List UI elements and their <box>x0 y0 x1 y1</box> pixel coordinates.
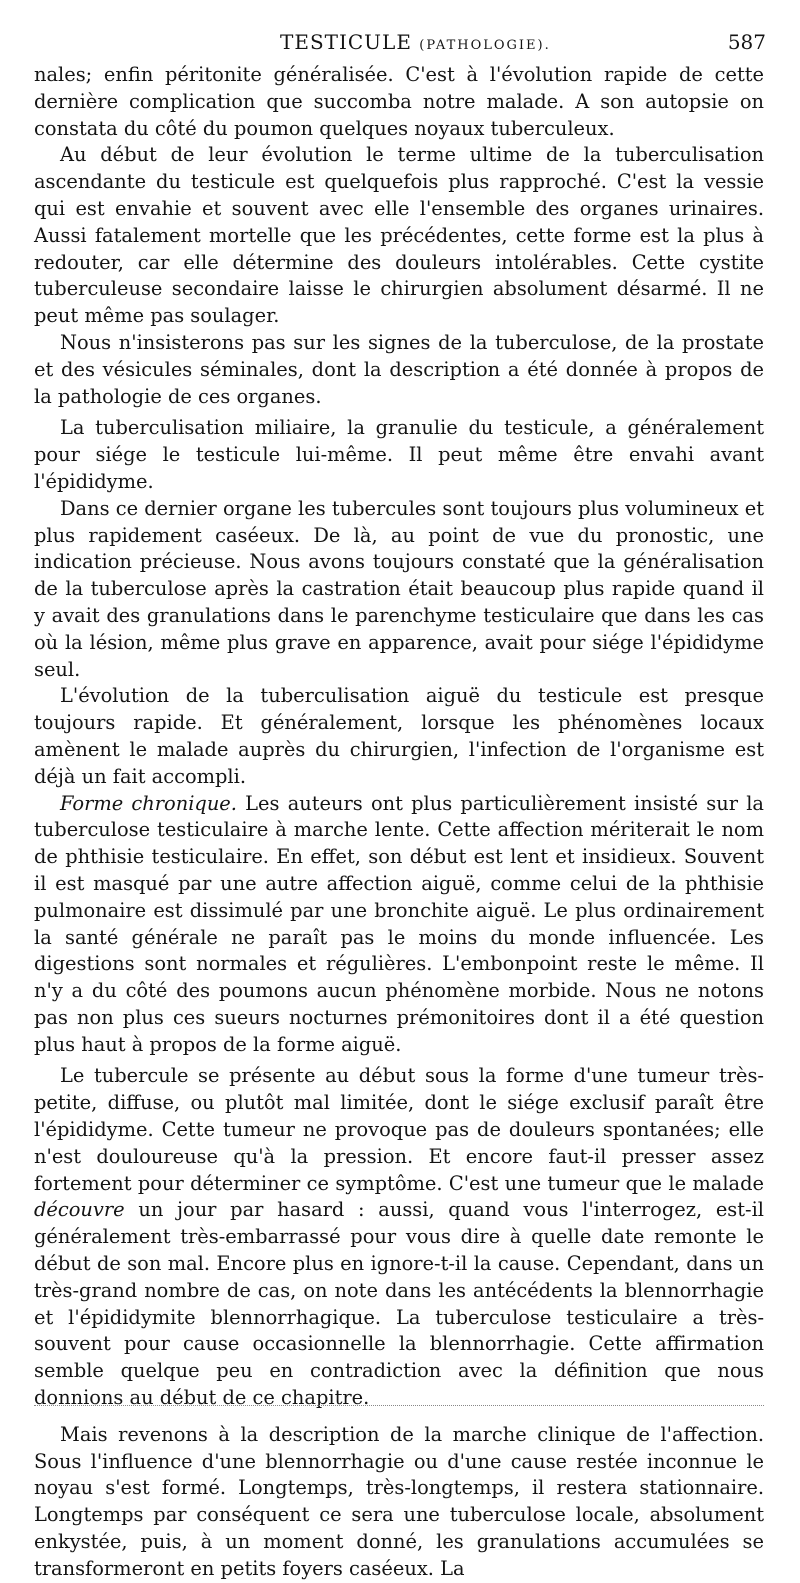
paragraph: Au début de leur évolution le terme ultime de la tuberculisation ascendante du testicule est quelquefois plus rapproché. C'est la vessie qui est envahie et souvent avec elle l'ensemble des organes urinaires. Aussi fatalement mortelle que les précédentes, cette forme est la plus à redouter, car elle détermine des douleurs intolérables. Cette cystite tuberculeuse secondaire laisse le chirurgien absolument désarmé. Il ne peut même pas soulager. <box>34 143 764 328</box>
paragraph: La tuberculisation miliaire, la granulie du testicule, a généralement pour siége le testicule lui-même. Il peut même être envahi avant l'épididyme. <box>34 416 764 493</box>
paragraph <box>34 791 764 1059</box>
emphasis: découvre <box>34 1198 125 1222</box>
body-text <box>34 62 764 1583</box>
paragraph: Mais revenons à la description de la marche clinique de l'affection. Sous l'influence d'une blennorrhagie ou d'une cause restée inconnue le noyau s'est formé. Longtemps, très-longtemps, il restera stationnaire. Longtemps par conséquent ce sera une tuberculose locale, absolument enkystée, puis, à un moment donné, les granulations accumulées se transformeront en petits foyers caséeux. La <box>34 1422 764 1580</box>
paragraph: nales; enfin péritonite généralisée. C'est à l'évolution rapide de cette dernière complication que succomba notre malade. A son autopsie on constata du côté du poumon quelques noyaux tuberculeux. <box>34 63 764 140</box>
paragraph: Dans ce dernier organe les tubercules sont toujours plus volumineux et plus rapidement caséeux. De là, au point de vue du pronostic, une indication précieuse. Nous avons toujours constaté que la généralisation de la tuberculose après la castration était beaucoup plus rapide quand il y avait des granulations dans le parenchyme testiculaire que dans les cas où la lésion, même plus grave en apparence, avait pour siége l'épididyme seul. <box>34 496 764 681</box>
running-head-subtitle: (PATHOLOGIE). <box>419 38 551 53</box>
page-header <box>30 30 766 58</box>
paragraph-text: Les auteurs ont plus particulièrement insisté sur la tuberculose testiculaire à marche lente. Cette affection mériterait le nom de phthisie testiculaire. En effet, son début est lent et insidieux. Souvent il est masqué par une autre affection aiguë, comme celui de la phthisie pulmonaire est dissimulé par une bronchite aiguë. Le plus ordinairement la santé générale ne paraît pas le moins du monde influencée. Les digestions sont normales et régulières. L'embonpoint reste le même. Il n'y a du côté des poumons aucun phénomène morbide. Nous ne notons pas non plus ces sueurs nocturnes prémonitoires dont il a été question plus haut à propos de la forme aiguë. <box>34 791 764 1056</box>
paragraph-text: un jour par hasard : aussi, quand vous l'interrogez, est-il généralement très-embarrassé pour vous dire à quelle date remonte le début de son mal. Encore plus en ignore-t-il la cause. Cependant, dans un très-grand nombre de cas, on note dans les antécédents la blennorrhagie et l'épididymite blennorrhagique. La tuberculose testiculaire a très-souvent pour cause occasionnelle la blennorrhagie. Cette affirmation semble quelque peu en contradiction avec la définition que nous donnions au début de ce chapitre. <box>34 1198 764 1410</box>
page-number: 587 <box>727 30 766 54</box>
paragraph-text: Le tubercule se présente au début sous la forme d'une tumeur très-petite, diffuse, ou plutôt mal limitée, dont le siége exclusif paraît être l'épididyme. Cette tumeur ne provoque pas de douleurs spontanées; elle n'est douloureuse qu'à la pression. Et encore faut-il presser assez fortement pour déterminer ce symptôme. C'est une tumeur que le malade <box>34 1064 764 1195</box>
footer-rule <box>34 1405 764 1406</box>
section-heading: Forme chronique. <box>60 791 237 815</box>
paragraph: L'évolution de la tuberculisation aiguë du testicule est presque toujours rapide. Et généralement, lorsque les phénomènes locaux amènent le malade auprès du chirurgien, l'infection de l'organisme est déjà un fait accompli. <box>34 684 764 788</box>
running-head-title: TESTICULE <box>280 30 412 54</box>
paragraph <box>34 1063 764 1411</box>
paragraph: Nous n'insisterons pas sur les signes de la tuberculose, de la prostate et des vésicules séminales, dont la description a été donnée à propos de la pathologie de ces organes. <box>34 330 764 408</box>
running-head <box>280 30 551 54</box>
